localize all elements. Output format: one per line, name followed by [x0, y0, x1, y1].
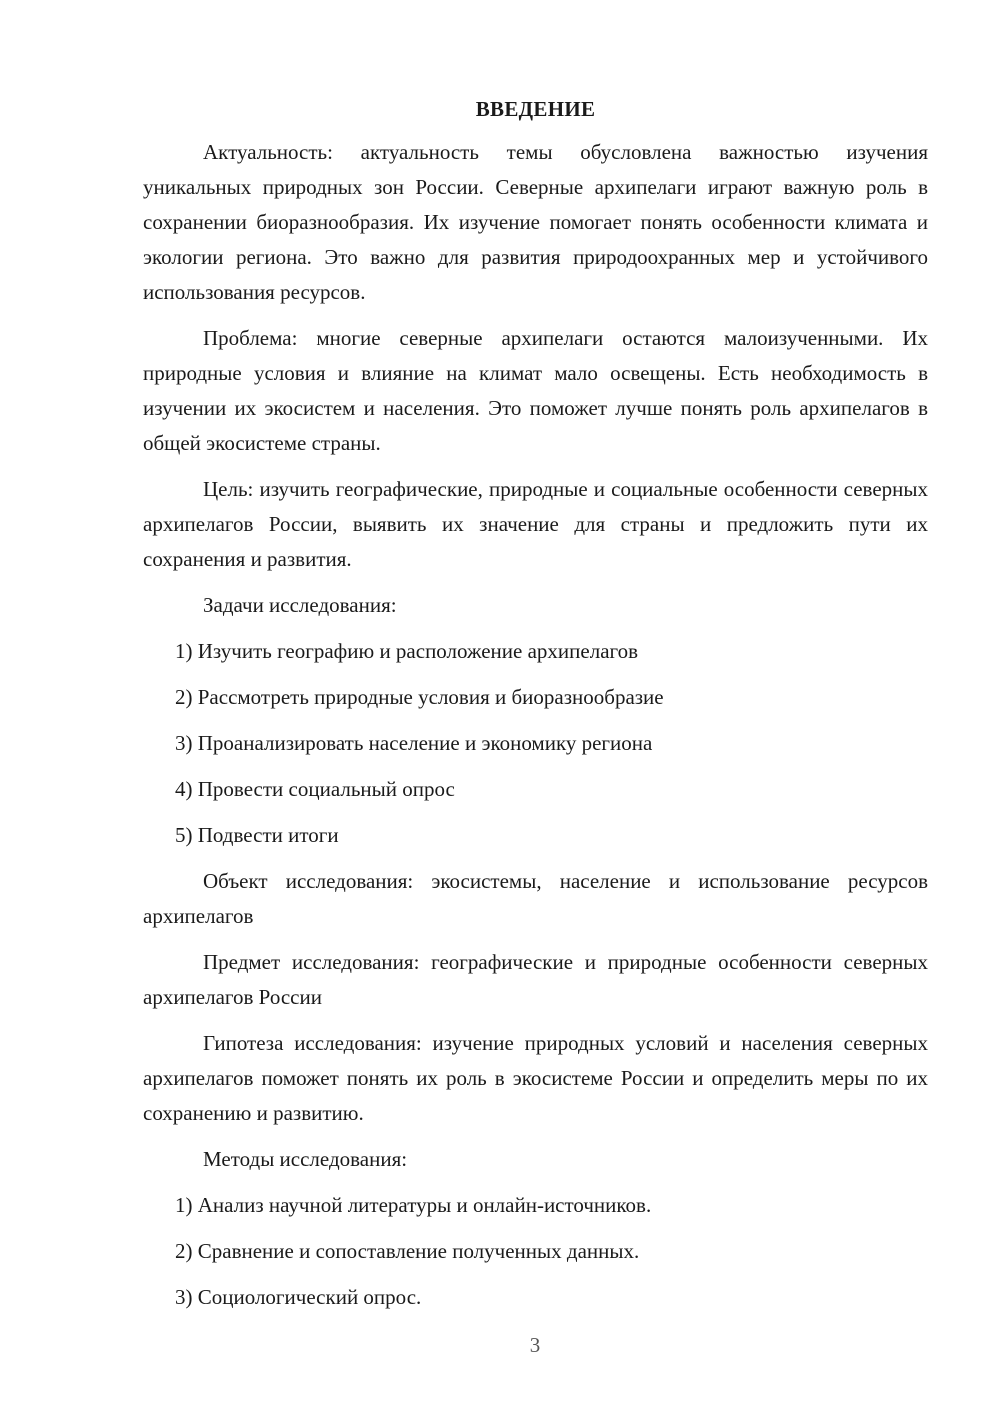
task-item: 5) Подвести итоги: [175, 823, 339, 847]
method-item: 2) Сравнение и сопоставление полученных данных.: [175, 1239, 640, 1263]
tasks-heading: Задачи исследования:: [203, 593, 397, 617]
page-number: 3: [529, 1333, 541, 1357]
page-title: ВВЕДЕНИЕ: [475, 97, 596, 121]
method-item: 1) Анализ научной литературы и онлайн-источников.: [175, 1193, 652, 1217]
task-item: 1) Изучить географию и расположение архипелагов: [175, 639, 639, 663]
task-item: 4) Провести социальный опрос: [175, 777, 455, 801]
methods-heading: Методы исследования:: [203, 1147, 408, 1171]
subject-paragraph: Предмет исследования: географические и природные особенности северных архипелагов России: [143, 950, 928, 1009]
goal-paragraph: Цель: изучить географические, природные и социальные особенности северных архипелагов России, выявить их значение для страны и предложить пути их сохранения и развития.: [143, 477, 928, 571]
object-paragraph: Объект исследования: экосистемы, население и использование ресурсов архипелагов: [143, 869, 928, 928]
hypothesis-paragraph: Гипотеза исследования: изучение природных условий и населения северных архипелагов поможет понять их роль в экосистеме России и определить меры по их сохранению и развитию.: [143, 1031, 928, 1125]
task-item: 3) Проанализировать население и экономику региона: [175, 731, 653, 755]
task-item: 2) Рассмотреть природные условия и биоразнообразие: [175, 685, 664, 709]
method-item: 3) Социологический опрос.: [175, 1285, 422, 1309]
methods-list: [143, 1188, 928, 1315]
problem-paragraph: Проблема: многие северные архипелаги остаются малоизученными. Их природные условия и влияние на климат мало освещены. Есть необходимость в изучении их экосистем и населения. Это поможет лучше понять роль архипелагов в общей экосистеме страны.: [143, 326, 928, 455]
tasks-list: [143, 634, 928, 853]
document-body: [143, 92, 928, 1326]
relevance-paragraph: Актуальность: актуальность темы обусловлена важностью изучения уникальных природных зон России. Северные архипелаги играют важную роль в сохранении биоразнообразия. Их изучение помогает понять особенности климата и экологии региона. Это важно для развития природоохранных мер и устойчивого использования ресурсов.: [143, 140, 928, 304]
